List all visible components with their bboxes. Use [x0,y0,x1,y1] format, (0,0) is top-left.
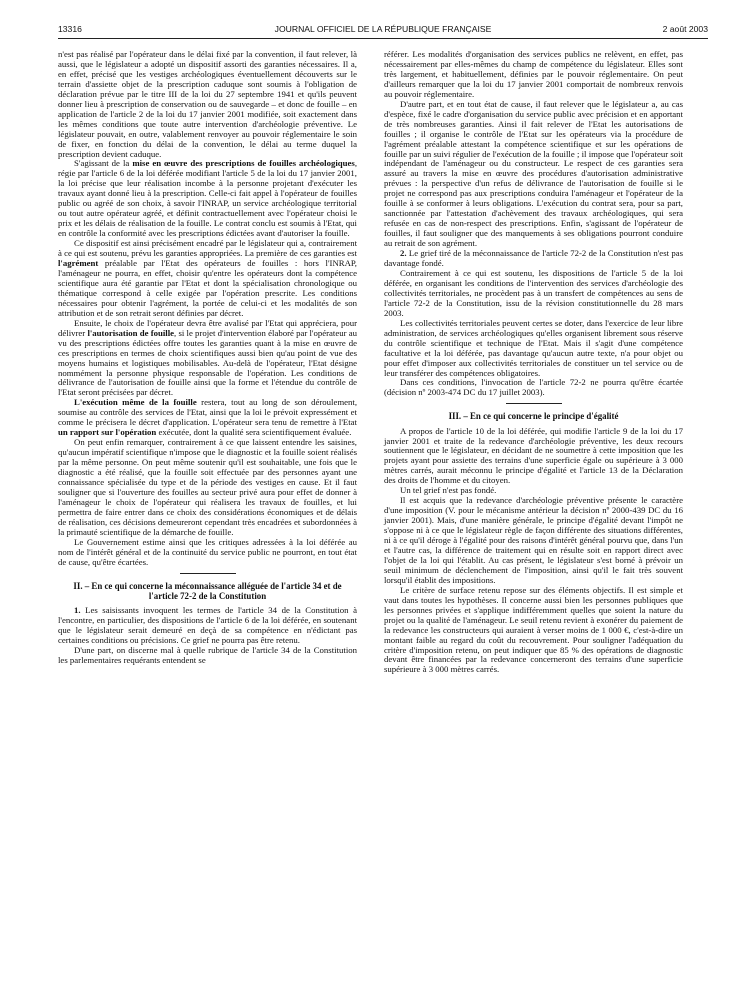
paragraph: référer. Les modalités d'organisation des services publics ne relèvent, en effet, pas nécessairement par elles-mêmes du champ de compétence du législateur. Elles sont très largement, et habituellement, définies par le pouvoir réglementaire. On peut d'ailleurs remarquer que la loi du 17 janvier 2001 comportait de nombreux renvois au pouvoir réglementaire. [384,49,683,99]
bold-phrase: l'agrément [58,258,99,269]
bold-phrase: mise en œuvre des prescriptions de fouilles archéologiques [132,158,355,169]
paragraph: Un tel grief n'est pas fondé. [400,485,497,496]
paragraph: D'autre part, et en tout état de cause, il faut relever que le législateur a, au cas d'espèce, fixé le cadre d'organisation du service public avec précision et en apportant de très nombreuses garanties. Ainsi il fait relever de l'Etat les autorisations de fouilles ; il organise le contrôle de l'Etat sur les opérateurs via la procédure de l'agrément préalable attestant la compétence scientifique et sur les opérations de fouille par un suivi régulier de l'exécution de la fouille ; il impose que l'opérateur soit indépendant de l'aménageur ou du constructeur. Le respect de ces garanties sera assuré au travers la mise en œuvre des procédures d'autorisation administrative prévues : la perspective d'un refus de délivrance de l'autorisation de fouille si le projet ne correspond pas aux prescriptions conduira l'aménageur et l'opérateur de la fouille à se conformer à leurs obligations. L'exécution du contrat sera, pour sa part, sanctionnée par l'attestation d'achèvement des travaux archéologiques, qui sera refusée en cas de non-respect des prescriptions. Enfin, s'agissant de l'opérateur de fouilles, il faut souligner que des manquements à ses obligations pourront conduire au retrait de son agrément. [384,98,683,249]
paragraph: Le critère de surface retenu repose sur des éléments objectifs. Il est simple et vaut dans toutes les hypothèses. Il concerne aussi bien les personnes publiques que les personnes privées et s'applique indifféremment quelles que soient la nature du projet ou la qualité de l'aménageur. Le seuil retenu revient à exonérer du paiement de la redevance les constructeurs qui auraient à verser moins de 1 000 €, c'est-à-dire un montant faible au regard du coût du recouvrement. Pour souligner l'adéquation du critère d'imposition retenu, on peut indiquer que 85 % des opérations de diagnostic devant être financées par la redevance concerneront des terrains d'une superficie supérieure à 3 000 mètres carrés. [384,584,683,675]
paragraph: Il est acquis que la redevance d'archéologie préventive présente le caractère d'une imposition (V. pour le mécanisme antérieur la décision nº 2000-439 DC du 16 janvier 2001). Mais, d'une manière générale, le principe d'égalité devant l'impôt ne s'oppose ni à ce que le législateur règle de façon différente des situations différentes, ni à ce qu'il déroge à l'égalité pour des raisons d'intérêt général pourvu que, dans l'un et l'autre cas, la différence de traitement qui en résulte soit en rapport direct avec l'objet de la loi qui l'établit. Au cas présent, le législateur s'est borné à prévoir un seuil minimum de déclenchement de l'imposition, ainsi qu'il le fait très souvent lorsqu'il établit des impositions. [384,495,683,585]
paragraph: n'est pas réalisé par l'opérateur dans le délai fixé par la convention, il faut relever, là aussi, que le législateur a adopté un dispositif assorti des garanties nécessaires. Il a, en effet, précisé que les vestiges archéologiques éventuellement découverts sur le terrain d'assiette objet de la prescription caduque sont soumis à l'obligation de déclaration prévue par le titre III de la loi du 27 septembre 1941 et qu'ils peuvent donner lieu à prescription de conservation ou de sauvegarde – et donc de fouille – en application de l'article 2 de la loi du 17 janvier 2001 modifiée, soit exactement dans les mêmes conditions que toute autre intervention d'archéologie préventive. Le législateur pouvait, en outre, valablement renvoyer au pouvoir réglementaire le soin de fixer, en fonction du délai de la convention, le délai au terme duquel la prescription devient caduque. [58,49,357,159]
paragraph: Dans ces conditions, l'invocation de l'article 72-2 ne pourra qu'être écartée (décision nº 2003-474 DC du 17 juillet 2003). [384,377,683,398]
bold-phrase: un rapport sur l'opération [58,427,157,438]
bold-phrase: L'exécution même de la fouille [74,397,197,408]
section-divider [180,573,236,574]
paragraph: Ce dispositif est ainsi précisément encadré par le législateur qui a, contrairement à ce qui est soutenu, prévu les garanties appropriées. La première de ces garanties est l'agrément préalable par l'Etat des opérateurs de fouilles : hors l'INRAP, l'aménageur ne pourra, en effet, choisir qu'entre les opérateurs dont la compétence scientifique aura été garantie par l'Etat et dont la spécialisation chronologique ou thématique correspond à celle exigée par l'opération prescrite. Les conditions nécessaires pour obtenir l'agrément, la portée de celui-ci et les modalités de son attribution et de son retrait seront définies par décret. [58,238,357,318]
paragraph: L'exécution même de la fouille restera, tout au long de son déroulement, soumise au contrôle des services de l'Etat, ainsi que la loi le prévoit expressément et comme le précisera le décret d'application. L'opérateur sera tenu de remettre à l'Etat un rapport sur l'opération exécutée, dont la qualité sera scientifiquement évaluée. [58,397,358,438]
left-column [58,50,357,666]
paragraph: Le Gouvernement estime ainsi que les critiques adressées à la loi déférée au nom de l'intérêt général et de la continuité du service public ne pourront, en tout état de cause, qu'être écartées. [58,536,357,567]
paragraph: D'une part, on discerne mal à quelle rubrique de l'article 34 de la Constitution les parlementaires requérants entendent se [58,644,357,665]
bold-phrase: l'autorisation de fouille [87,327,175,338]
paragraph: On peut enfin remarquer, contrairement à ce que laissent entendre les saisines, qu'aucun impératif scientifique n'impose que le diagnostic et la fouille soient réalisés par la même personne. On peut même soutenir qu'il est souhaitable, une fois que le diagnostic a été réalisé, que la fouille soit effectuée par des personnes ayant une connaissance spécialisée du type et de la période des vestiges en cause. Et il faut souligner que si l'ouverture des fouilles au secteur privé aura pour effet de donner à l'aménageur le choix de l'opérateur qui réalisera les travaux de fouilles, et lui permettra de faire entrer dans ce choix des considérations économiques et de délais de réalisation, ces décisions demeureront cependant très encadrées et subordonnées à la primauté scientifique de la démarche de fouille. [58,437,357,537]
section-heading: II. – En ce qui concerne la méconnaissance alléguée de l'article 34 et de l'article 72-2 de la Constitution [73,580,342,601]
item-number: 2. [400,248,407,259]
section-divider [506,403,562,404]
issue-date: 2 août 2003 [662,24,708,34]
section-heading: III. – En ce qui concerne le principe d'égalité [448,411,619,422]
journal-title: JOURNAL OFFICIEL DE LA RÉPUBLIQUE FRANÇAISE [274,24,492,34]
paragraph: Contrairement à ce qui est soutenu, les dispositions de l'article 5 de la loi déférée, en organisant les conditions de l'intervention des services d'archéologie des collectivités territoriales, ne procèdent pas à un transfert de compétences au sens de l'article 72-2 de la Constitution, issu de la révision constitutionnelle du 28 mars 2003. [384,267,683,318]
paragraph: Ensuite, le choix de l'opérateur devra être avalisé par l'Etat qui appréciera, pour délivrer l'autorisation de fouille, si le projet d'intervention élaboré par l'opérateur au vu des prescriptions édictées offre toutes les garanties quant à la mise en œuvre de ces prescriptions en termes de choix scientifiques aussi bien qu'au point de vue des moyens humains et logistiques mobilisables. Au-delà de l'opérateur, l'Etat désigne nommément la personne physique responsable de l'opération. Les conditions de délivrance de l'autorisation de fouille ainsi que la forme et l'étendue du contrôle de l'Etat seront précisées par décret. [58,317,358,398]
page-number: 13316 [58,24,82,34]
header-rule [58,38,708,39]
paragraph: A propos de l'article 10 de la loi déférée, qui modifie l'article 9 de la loi du 17 janvier 2001 et traite de la redevance d'archéologie préventive, les deux recours soutiennent que le législateur, en décidant de ne soumettre à cette imposition que les projets ayant pour assiette des terrains d'une superficie égale ou supérieure à 3 000 mètres carrés, aurait méconnu le principe d'égalité et l'article 13 de la Déclaration des droits de l'homme et du citoyen. [384,425,683,486]
paragraph: 1. Les saisissants invoquent les termes de l'article 34 de la Constitution à l'encontre, en particulier, des dispositions de l'article 6 de la loi déférée, en soutenant que le législateur serait demeuré en deçà de sa compétence en n'édictant pas certaines conditions ou précisions. Ce grief ne pourra pas être retenu. [58,604,357,645]
page-header [58,24,708,38]
paragraph: S'agissant de la mise en œuvre des prescriptions de fouilles archéologiques, régie par l'article 6 de la loi déférée modifiant l'article 5 de la loi du 17 janvier 2001, la loi précise que leur réalisation incombe à la personne projetant d'exécuter les travaux ayant donné lieu à la prescription. Celle-ci fait appel à l'opérateur de fouilles public ou agréé de son choix, à savoir l'INRAP, un service archéologique territorial ou tout autre opérateur agréé, et définit contractuellement avec l'opérateur choisi le prix et les délais de réalisation de la fouille. Le contrat conclu est soumis à l'Etat, qui en contrôle la conformité avec les prescriptions édictées avant d'autoriser la fouille. [58,158,357,239]
paragraph: 2. Le grief tiré de la méconnaissance de l'article 72-2 de la Constitution n'est pas davantage fondé. [384,248,683,269]
right-column [384,50,683,675]
paragraph: Les collectivités territoriales peuvent certes se doter, dans l'exercice de leur libre administration, de services archéologiques qu'elles organisent librement sous réserve du contrôle scientifique et technique de l'Etat. Mais il s'agit d'une compétence facultative et la loi déférée, pas davantage qu'aucun autre texte, n'a pour objet ou pour effet d'imposer aux collectivités territoriales de constituer un tel service ou de leur transférer des compétences obligatoires. [384,317,683,378]
item-number: 1. [74,604,81,615]
